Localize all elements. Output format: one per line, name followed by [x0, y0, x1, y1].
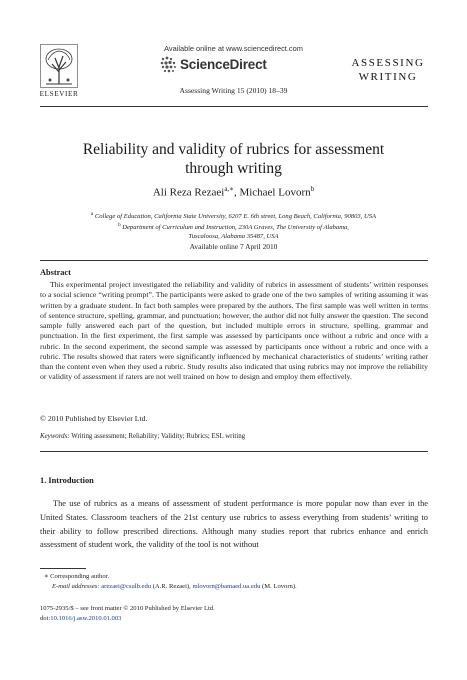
author-affiliation-mark: a,∗ [224, 185, 234, 193]
affiliation-mark: b [118, 223, 121, 229]
email-link[interactable]: mlovorn@bamaed.ua.edu [192, 583, 261, 590]
author-list [40, 185, 427, 199]
affiliation-a: College of Education, California State University, 6207 E. 6th street, Long Beach, California, 90803, USA [94, 213, 377, 221]
author-name: Michael Lovorn [239, 186, 311, 199]
header-divider [40, 106, 428, 107]
sciencedirect-logo [160, 54, 320, 76]
email-label: E-mail addresses: [52, 583, 100, 590]
footnote-divider [40, 568, 86, 569]
issn-line: 1075-2935/$ – see front matter © 2010 Published by Elsevier Ltd. [40, 605, 215, 612]
affiliation-mark: a [90, 212, 94, 217]
email-owner: (A.R. Rezaei), [151, 583, 193, 590]
keywords [40, 433, 245, 440]
elsevier-wordmark: ELSEVIER [39, 90, 79, 98]
elsevier-logo [34, 44, 84, 102]
footnote-mark: ∗ [44, 573, 49, 580]
author-separator: , [233, 186, 240, 199]
elsevier-tree-icon [40, 44, 78, 88]
affiliation-b: Department of Curriculum and Instruction, 230A Graves, The University of Alabama, [122, 224, 349, 232]
keywords-label: Keywords: [40, 433, 70, 440]
doi-label: doi: [40, 615, 51, 622]
abstract-heading: Abstract [40, 268, 71, 277]
abstract-bottom-divider [40, 451, 428, 452]
affiliations [30, 210, 437, 241]
affiliation-b-line2: Tuscaloosa, Alabama 35487, USA [188, 233, 279, 241]
footnote-emails [52, 582, 297, 591]
footnote-text: Corresponding author. [50, 573, 110, 580]
journal-logo [346, 56, 430, 84]
online-date: Available online 7 April 2010 [189, 242, 278, 251]
author-affiliation-mark: b [310, 185, 315, 193]
email-link[interactable]: arezaei@csulb.edu [101, 583, 152, 590]
copyright-line: © 2010 Published by Elsevier Ltd. [40, 414, 148, 423]
sciencedirect-wordmark: ScienceDirect [180, 57, 267, 72]
keywords-list: Writing assessment; Reliability; Validity; Rubrics; ESL writing [71, 433, 246, 440]
abstract-body [40, 280, 428, 383]
section-heading: 1. Introduction [40, 476, 94, 485]
intro-text: The use of rubrics as a means of assessment of student performance is more popular now than ever in the United States. Classroom teachers of the 21st century use rubrics to assess everything from students’ writing to their ability to follow prescribed directions. Although many studies report that rubrics enhance and enrich assessment of student work, the validity of the tool is not without [40, 499, 428, 550]
journal-citation: Assessing Writing 15 (2010) 18–39 [179, 86, 288, 95]
author-name: Ali Reza Rezaei [152, 186, 225, 199]
abstract-text: This experimental project investigated the reliability and validity of rubrics in assessment of students’ written responses to a social science “writing prompt”. The participants were asked to grade one of the two samples of writing assuming it was written by a graduate student. In fact both samples were prepared by the authors. The first sample was well written in terms of sentence structure, spelling, grammar, and punctuation; however, the author did not fully answer the question. The second sample fully answered each part of the question, but included multiple errors in structure, spelling, grammar and punctuation. In the first experiment, the first sample was assessed by participants once without a rubric and once with a rubric. In the second experiment, the second sample was assessed by participants once without a rubric and once with a rubric. The results showed that raters were significantly influenced by mechanical characteristics of students’ writing rather than the content even when they used a rubric. Study results also indicated that using rubrics may not improve the reliability or validity of assessment if raters are not well trained on how to design and employ them effectively. [40, 280, 428, 382]
journal-logo-line1: ASSESSING [351, 57, 425, 69]
doi-line [40, 614, 121, 623]
abstract-top-divider [40, 260, 428, 261]
intro-body [40, 497, 428, 552]
email-owner: (M. Lovorn). [260, 583, 297, 590]
article-title-line1: Reliability and validity of rubrics for assessment [82, 141, 385, 158]
available-online-text: Available online at www.sciencedirect.com [164, 44, 303, 53]
sciencedirect-dots-icon [160, 56, 178, 74]
doi-link[interactable]: 10.1016/j.asw.2010.01.003 [50, 615, 122, 622]
footnote-corresponding [44, 572, 109, 581]
article-title-line2: through writing [185, 160, 282, 177]
article-title [40, 140, 427, 178]
journal-logo-line2: WRITING [358, 71, 418, 83]
